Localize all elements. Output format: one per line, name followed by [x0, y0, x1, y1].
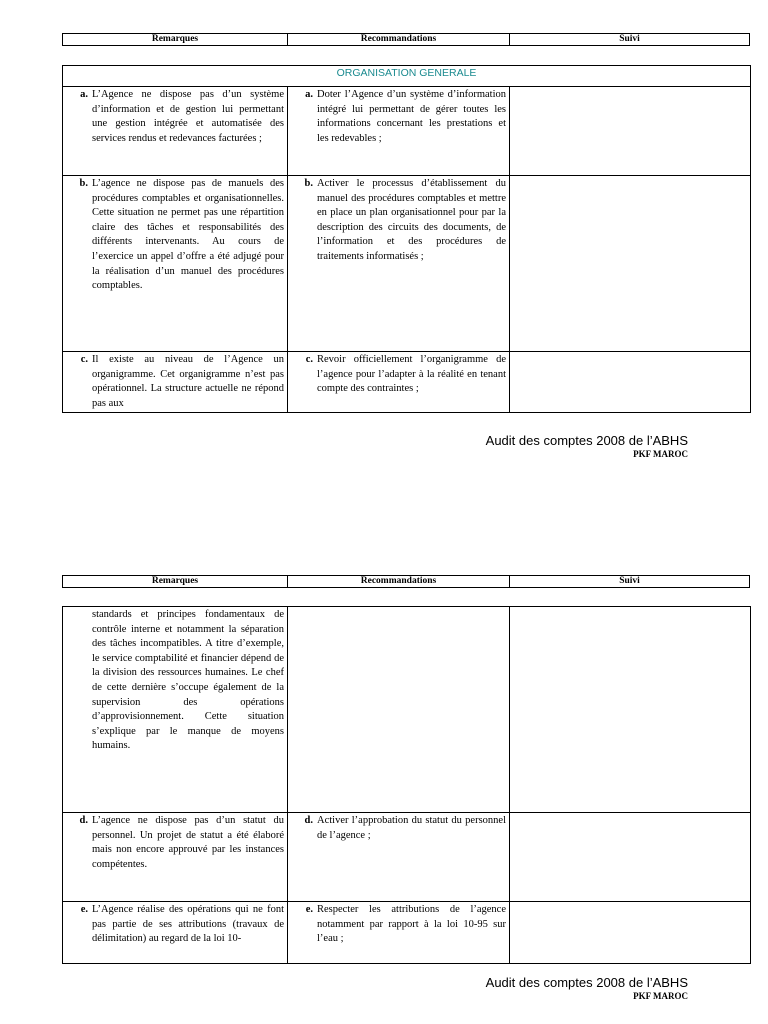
- suivi-e: [510, 902, 751, 964]
- table-row: e. L’Agence réalise des opérations qui ne font pas partie de ses attributions (travaux de délimitation) au regard de la loi 10- e. Respecter les attributions de l’agence notamment par rapport à la loi 10-95 sur l’eau ;: [63, 902, 751, 964]
- table-header-page1: [62, 33, 750, 46]
- recommandation-c: Revoir officiellement l’organigramme de l’agence pour l’adapter à la réalité en tenant compte des contraintes ;: [317, 354, 506, 395]
- table-row: a. L’Agence ne dispose pas d’un système d’information et de gestion lui permettant une gestion intégrée et automatisée des services rendus et redevances facturées ; a. Doter l’Agence d’un système d’information intégré lui permettant de gérer toutes les informations concernant les prestations et les redevables ;: [63, 87, 751, 176]
- header-recommandations: Recommandations: [288, 34, 510, 45]
- table-row: b. L’agence ne dispose pas de manuels des procédures comptables et organisationnelles. Cette situation ne permet pas une répartition claire des tâches et responsabilités des différents intervenants. Au cours de l’exercice un appel d’offre a été adjugé pour la réalisation d’un manuel des procédures comptables. b. Activer le processus d’établissement du manuel des procédures comptables et mettre en place un plan organisationnel pour par la description des circuits des documents, de l’information et des procédures de traitements informatisés ;: [63, 176, 751, 352]
- table-row: c. Il existe au niveau de l’Agence un organigramme. Cet organigramme n’est pas opérationnel. La structure actuelle ne répond pas aux c. Revoir officiellement l’organigramme de l’agence pour l’adapter à la réalité en tenant compte des contraintes ;: [63, 352, 751, 413]
- remarque-c: Il existe au niveau de l’Agence un organigramme. Cet organigramme n’est pas opérationnel. La structure actuelle ne répond pas aux: [92, 354, 284, 409]
- audit-table-page1: [62, 65, 751, 413]
- remarque-e: L’Agence réalise des opérations qui ne font pas partie de ses attributions (travaux de délimitation) au regard de la loi 10-: [92, 904, 284, 945]
- remarque-d: L’agence ne dispose pas d’un statut du personnel. Un projet de statut a été élaboré mais non encore approuvé par les instances compétentes.: [92, 815, 284, 870]
- table-row: [63, 607, 751, 813]
- header-suivi: Suivi: [619, 34, 640, 44]
- header-recommandations: Recommandations: [288, 576, 510, 587]
- recommandation-a: Doter l’Agence d’un système d’information intégré lui permettant de gérer toutes les informations concernant les prestations et les redevables ;: [317, 89, 506, 144]
- header-remarques: Remarques: [63, 576, 288, 587]
- table-header-page2: [62, 575, 750, 588]
- remarque-a: L’Agence ne dispose pas d’un système d’information et de gestion lui permettant une gestion intégrée et automatisée des services rendus et redevances facturées ;: [92, 89, 284, 144]
- footer-subtitle-page1: PKF MAROC: [633, 449, 688, 459]
- remarque-b: L’agence ne dispose pas de manuels des procédures comptables et organisationnelles. Cette situation ne permet pas une répartition claire des tâches et responsabilités des différents intervenants. Au cours de l’exercice un appel d’offre a été adjugé pour la réalisation d’un manuel des procédures comptables.: [92, 178, 284, 292]
- recommandation-d: Activer l’approbation du statut du personnel de l’agence ;: [317, 815, 506, 841]
- suivi-c: [510, 352, 751, 413]
- suivi-a: [510, 87, 751, 176]
- footer-title-page2: Audit des comptes 2008 de l’ABHS: [485, 975, 688, 990]
- suivi-b: [510, 176, 751, 352]
- recommandation-b: Activer le processus d’établissement du manuel des procédures comptables et mettre en place un plan organisationnel pour par la description des circuits des documents, de l’information et des procédures de traitements informatisés ;: [317, 178, 506, 262]
- suivi-c-suite: [510, 607, 751, 813]
- header-remarques: Remarques: [63, 34, 288, 45]
- footer-subtitle-page2: PKF MAROC: [633, 991, 688, 1001]
- section-title: ORGANISATION GENERALE: [63, 66, 751, 87]
- table-row: d. L’agence ne dispose pas d’un statut du personnel. Un projet de statut a été élaboré mais non encore approuvé par les instances compétentes. d. Activer l’approbation du statut du personnel de l’agence ;: [63, 813, 751, 902]
- header-suivi: Suivi: [619, 576, 640, 586]
- suivi-d: [510, 813, 751, 902]
- recommandation-c-suite: [288, 607, 510, 813]
- audit-table-page2: [62, 606, 751, 964]
- recommandation-e: Respecter les attributions de l’agence notamment par rapport à la loi 10-95 sur l’eau ;: [317, 904, 506, 945]
- remarque-c-suite: standards et principes fondamentaux de contrôle interne et notamment la séparation des tâches incompatibles. A titre d’exemple, le service comptabilité et financier dépend de la division des ressources humaines. Le chef de cette dernière s’occupe également de la supervision des opérations d’approvisionnement. Cette situation s’explique par le manque de moyens humains.: [92, 609, 284, 752]
- footer-title-page1: Audit des comptes 2008 de l’ABHS: [485, 433, 688, 448]
